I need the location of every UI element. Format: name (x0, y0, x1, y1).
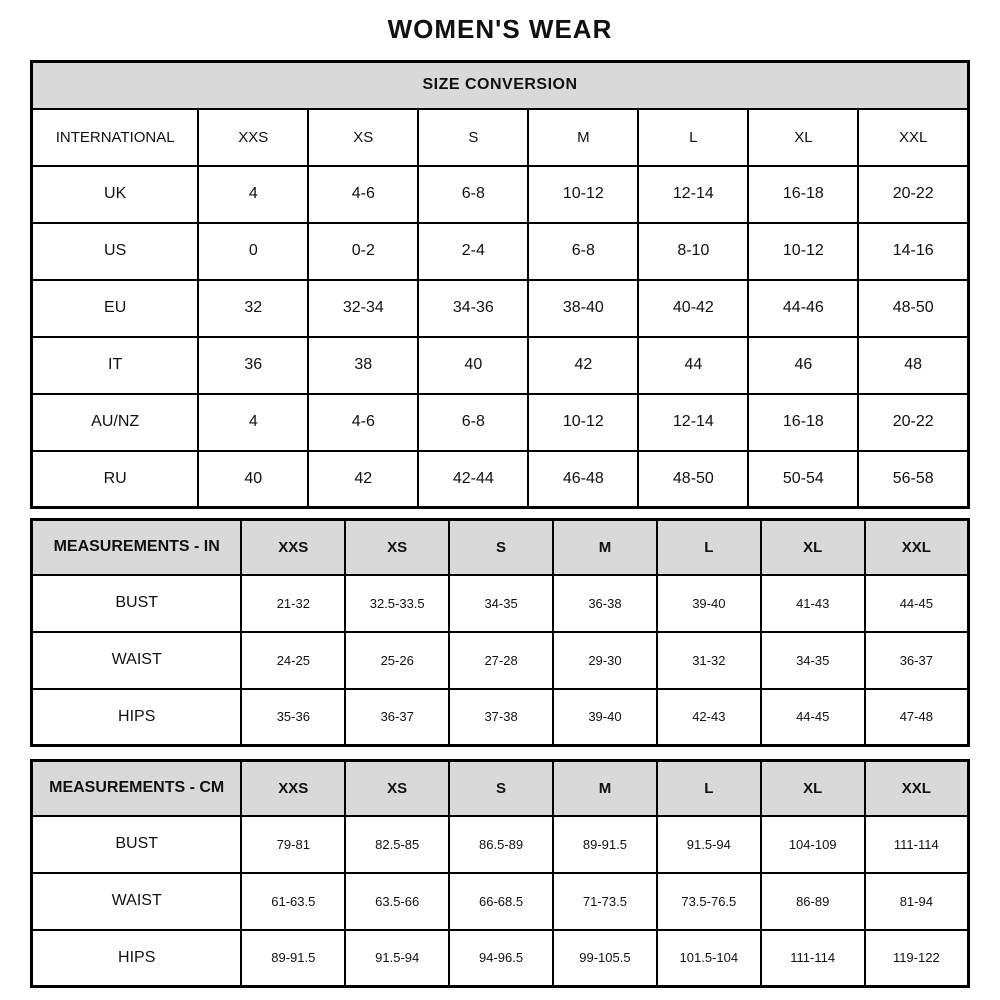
value-cell: 20-22 (858, 166, 968, 223)
value-cell: 32 (198, 280, 308, 337)
value-cell: 44-45 (761, 689, 865, 746)
row-label: RU (32, 451, 199, 508)
row-label: WAIST (32, 873, 242, 930)
value-cell: 31-32 (657, 632, 761, 689)
value-cell: 79-81 (241, 816, 345, 873)
value-cell: 36 (198, 337, 308, 394)
table-row (32, 689, 969, 746)
table-row (32, 930, 969, 987)
size-header-cell: XL (748, 109, 858, 166)
value-cell: 81-94 (865, 873, 969, 930)
value-cell: 63.5-66 (345, 873, 449, 930)
table-row (32, 337, 969, 394)
value-cell: 41-43 (761, 575, 865, 632)
value-cell: 34-36 (418, 280, 528, 337)
size-header-cell: XS (308, 109, 418, 166)
table-row (32, 873, 969, 930)
value-cell: 44-45 (865, 575, 969, 632)
value-cell: 86-89 (761, 873, 865, 930)
value-cell: 40-42 (638, 280, 748, 337)
value-cell: 10-12 (748, 223, 858, 280)
size-header-cell: L (657, 520, 761, 575)
size-header-cell: L (657, 761, 761, 816)
measurements-cm-table (30, 759, 970, 988)
value-cell: 89-91.5 (553, 816, 657, 873)
value-cell: 46 (748, 337, 858, 394)
value-cell: 48-50 (858, 280, 968, 337)
size-header-cell: XXL (865, 761, 969, 816)
size-header-cell: M (528, 109, 638, 166)
header-label: MEASUREMENTS - CM (32, 761, 242, 816)
row-label: IT (32, 337, 199, 394)
table-row (32, 451, 969, 508)
value-cell: 12-14 (638, 166, 748, 223)
size-header-cell: XXL (865, 520, 969, 575)
value-cell: 99-105.5 (553, 930, 657, 987)
size-header-cell: M (553, 761, 657, 816)
value-cell: 4-6 (308, 166, 418, 223)
value-cell: 39-40 (553, 689, 657, 746)
row-label: HIPS (32, 689, 242, 746)
size-header-cell: S (449, 520, 553, 575)
value-cell: 42 (308, 451, 418, 508)
value-cell: 56-58 (858, 451, 968, 508)
value-cell: 16-18 (748, 394, 858, 451)
size-header-cell: S (418, 109, 528, 166)
value-cell: 12-14 (638, 394, 748, 451)
row-label: AU/NZ (32, 394, 199, 451)
value-cell: 111-114 (865, 816, 969, 873)
value-cell: 27-28 (449, 632, 553, 689)
value-cell: 44 (638, 337, 748, 394)
size-header-cell: S (449, 761, 553, 816)
value-cell: 25-26 (345, 632, 449, 689)
value-cell: 89-91.5 (241, 930, 345, 987)
size-conversion-table (30, 60, 970, 509)
value-cell: 20-22 (858, 394, 968, 451)
value-cell: 42-43 (657, 689, 761, 746)
size-header-cell: XXS (241, 520, 345, 575)
value-cell: 119-122 (865, 930, 969, 987)
value-cell: 29-30 (553, 632, 657, 689)
value-cell: 46-48 (528, 451, 638, 508)
measurements-cm-header-row (32, 761, 969, 816)
value-cell: 32.5-33.5 (345, 575, 449, 632)
size-header-cell: XL (761, 761, 865, 816)
table-row (32, 223, 969, 280)
value-cell: 36-38 (553, 575, 657, 632)
size-header-cell: XS (345, 761, 449, 816)
size-header-cell: L (638, 109, 748, 166)
value-cell: 6-8 (528, 223, 638, 280)
page-title: WOMEN'S WEAR (387, 14, 613, 44)
value-cell: 32-34 (308, 280, 418, 337)
value-cell: 42-44 (418, 451, 528, 508)
size-header-cell: XS (345, 520, 449, 575)
table-row (32, 280, 969, 337)
value-cell: 39-40 (657, 575, 761, 632)
row-label: BUST (32, 816, 242, 873)
value-cell: 48-50 (638, 451, 748, 508)
row-label: US (32, 223, 199, 280)
value-cell: 82.5-85 (345, 816, 449, 873)
header-label: INTERNATIONAL (32, 109, 199, 166)
header-label: MEASUREMENTS - IN (32, 520, 242, 575)
value-cell: 50-54 (748, 451, 858, 508)
value-cell: 2-4 (418, 223, 528, 280)
table-row (32, 816, 969, 873)
value-cell: 40 (198, 451, 308, 508)
value-cell: 21-32 (241, 575, 345, 632)
value-cell: 71-73.5 (553, 873, 657, 930)
value-cell: 42 (528, 337, 638, 394)
value-cell: 37-38 (449, 689, 553, 746)
row-label: UK (32, 166, 199, 223)
size-header-cell: XL (761, 520, 865, 575)
value-cell: 0-2 (308, 223, 418, 280)
value-cell: 48 (858, 337, 968, 394)
size-conversion-title: SIZE CONVERSION (32, 62, 969, 109)
value-cell: 34-35 (449, 575, 553, 632)
value-cell: 6-8 (418, 166, 528, 223)
value-cell: 38 (308, 337, 418, 394)
value-cell: 66-68.5 (449, 873, 553, 930)
row-label: HIPS (32, 930, 242, 987)
value-cell: 6-8 (418, 394, 528, 451)
value-cell: 14-16 (858, 223, 968, 280)
value-cell: 10-12 (528, 166, 638, 223)
value-cell: 4 (198, 394, 308, 451)
value-cell: 101.5-104 (657, 930, 761, 987)
value-cell: 35-36 (241, 689, 345, 746)
size-conversion-header-row (32, 62, 969, 109)
table-row (32, 632, 969, 689)
value-cell: 73.5-76.5 (657, 873, 761, 930)
row-label: BUST (32, 575, 242, 632)
value-cell: 0 (198, 223, 308, 280)
value-cell: 38-40 (528, 280, 638, 337)
size-header-cell: XXL (858, 109, 968, 166)
value-cell: 4-6 (308, 394, 418, 451)
value-cell: 16-18 (748, 166, 858, 223)
value-cell: 4 (198, 166, 308, 223)
value-cell: 34-35 (761, 632, 865, 689)
row-label: WAIST (32, 632, 242, 689)
value-cell: 91.5-94 (345, 930, 449, 987)
value-cell: 61-63.5 (241, 873, 345, 930)
size-conversion-column-header-row (32, 109, 969, 166)
value-cell: 10-12 (528, 394, 638, 451)
value-cell: 36-37 (345, 689, 449, 746)
size-header-cell: M (553, 520, 657, 575)
measurements-in-header-row (32, 520, 969, 575)
value-cell: 40 (418, 337, 528, 394)
table-row (32, 166, 969, 223)
value-cell: 44-46 (748, 280, 858, 337)
value-cell: 8-10 (638, 223, 748, 280)
value-cell: 91.5-94 (657, 816, 761, 873)
size-header-cell: XXS (241, 761, 345, 816)
value-cell: 104-109 (761, 816, 865, 873)
size-header-cell: XXS (198, 109, 308, 166)
table-row (32, 394, 969, 451)
table-row (32, 575, 969, 632)
value-cell: 86.5-89 (449, 816, 553, 873)
value-cell: 36-37 (865, 632, 969, 689)
value-cell: 24-25 (241, 632, 345, 689)
row-label: EU (32, 280, 199, 337)
value-cell: 47-48 (865, 689, 969, 746)
value-cell: 111-114 (761, 930, 865, 987)
measurements-in-table (30, 518, 970, 747)
value-cell: 94-96.5 (449, 930, 553, 987)
